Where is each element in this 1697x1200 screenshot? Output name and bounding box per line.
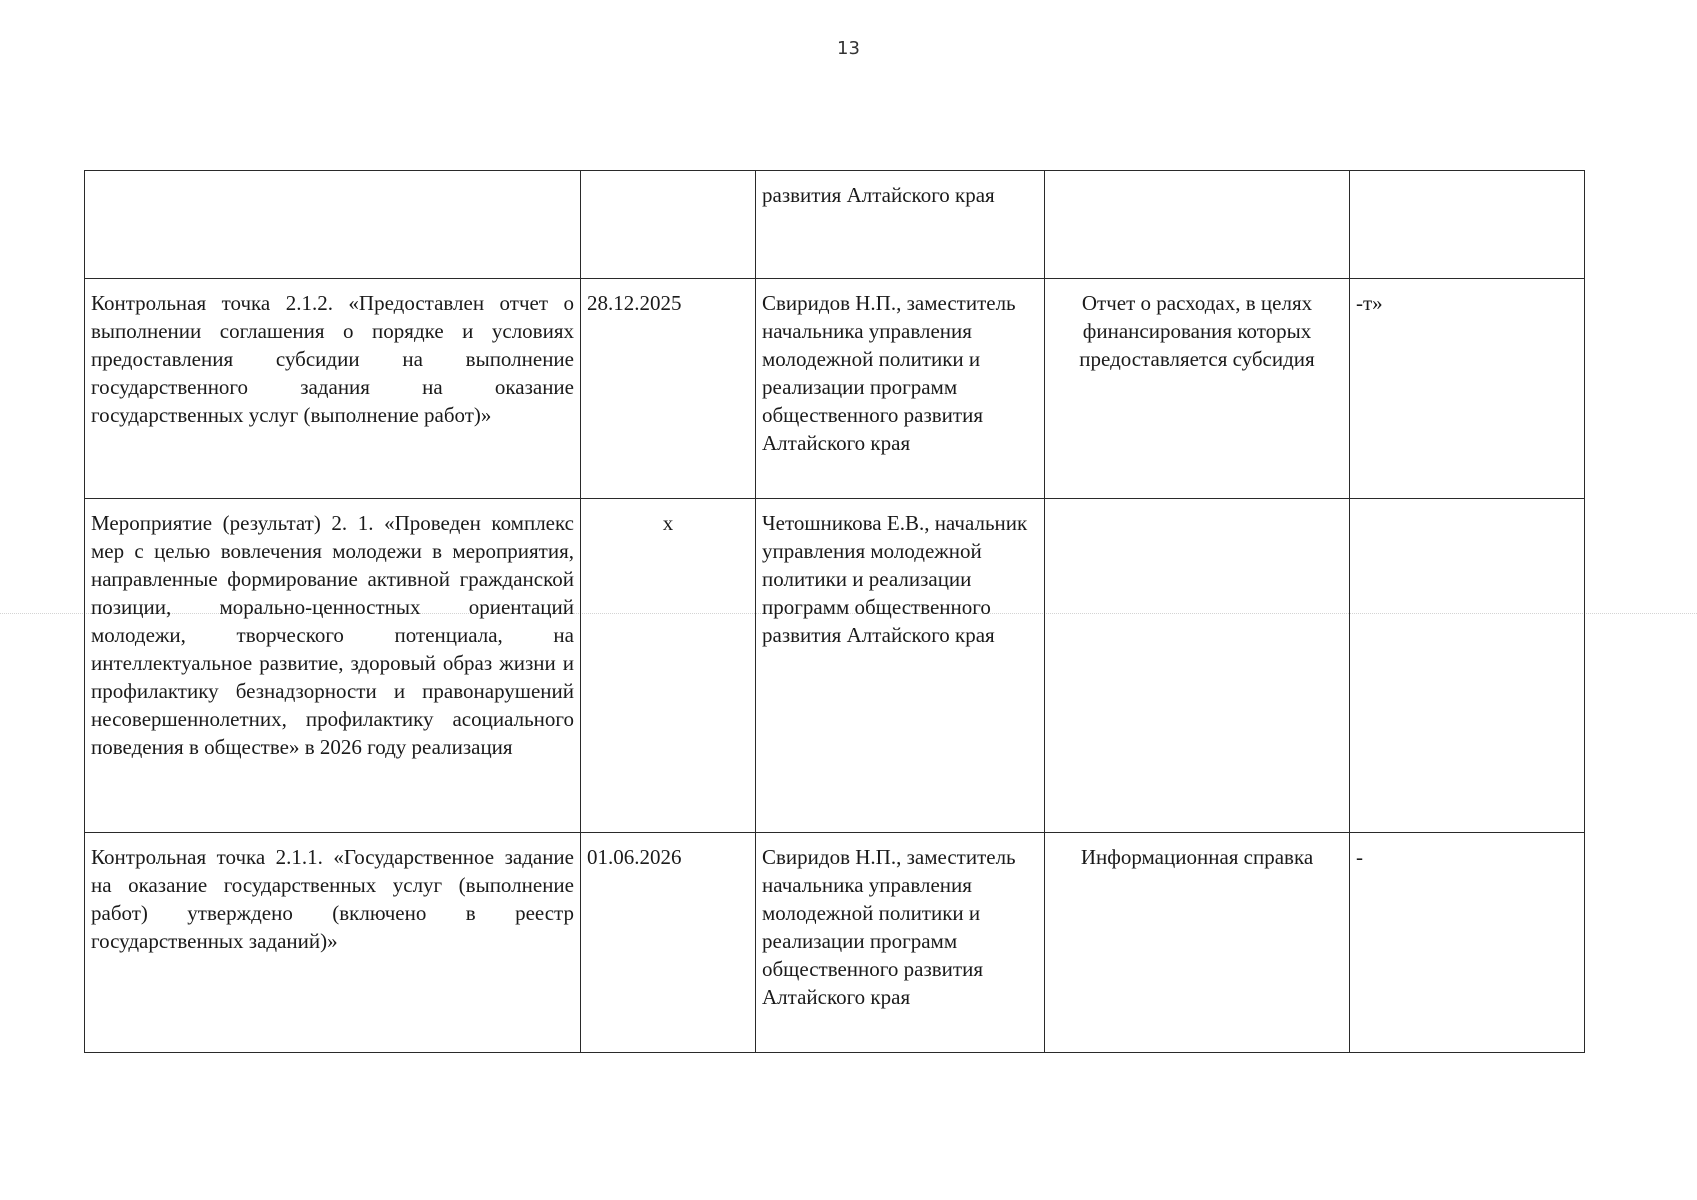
page-number: 13 — [837, 38, 860, 59]
cell-date: 01.06.2026 — [581, 833, 756, 1053]
cell-name: Мероприятие (результат) 2. 1. «Проведен комплекс мер с целью вовлечения молодежи в мероприятия, направленные формирование активной гражданской позиции, морально-ценностных ориентаций молодежи, творческого потенциала, на интеллектуальное развитие, здоровый образ жизни и профилактику безнадзорности и правонарушений несовершеннолетних, профилактику асоциального поведения в обществе» в 2026 году реализация — [85, 499, 581, 833]
cell-responsible: Свиридов Н.П., заместитель начальника управления молодежной политики и реализации программ общественного развития Алтайского края — [756, 279, 1045, 499]
cell-responsible: Свиридов Н.П., заместитель начальника управления молодежной политики и реализации программ общественного развития Алтайского края — [756, 833, 1045, 1053]
cell-note — [1350, 499, 1585, 833]
cell-document — [1045, 499, 1350, 833]
cell-name: Контрольная точка 2.1.1. «Государственное задание на оказание государственных услуг (выполнение работ) утверждено (включено в реестр государственных заданий)» — [85, 833, 581, 1053]
cell-document — [1045, 171, 1350, 279]
cell-responsible: развития Алтайского края — [756, 171, 1045, 279]
cell-document: Информационная справка — [1045, 833, 1350, 1053]
cell-responsible: Четошникова Е.В., начальник управления молодежной политики и реализации программ общественного развития Алтайского края — [756, 499, 1045, 833]
cell-note: - — [1350, 833, 1585, 1053]
cell-note: -т» — [1350, 279, 1585, 499]
cell-name: Контрольная точка 2.1.2. «Предоставлен отчет о выполнении соглашения о порядке и условиях предоставления субсидии на выполнение государственного задания на оказание государственных услуг (выполнение работ)» — [85, 279, 581, 499]
table-row — [85, 833, 1585, 1053]
cell-date: х — [581, 499, 756, 833]
cell-document: Отчет о расходах, в целях финансирования которых предоставляется субсидия — [1045, 279, 1350, 499]
cell-date: 28.12.2025 — [581, 279, 756, 499]
table-row — [85, 171, 1585, 279]
table-row — [85, 279, 1585, 499]
cell-name — [85, 171, 581, 279]
table-row — [85, 499, 1585, 833]
cell-date — [581, 171, 756, 279]
plan-table — [84, 170, 1585, 1053]
cell-note — [1350, 171, 1585, 279]
